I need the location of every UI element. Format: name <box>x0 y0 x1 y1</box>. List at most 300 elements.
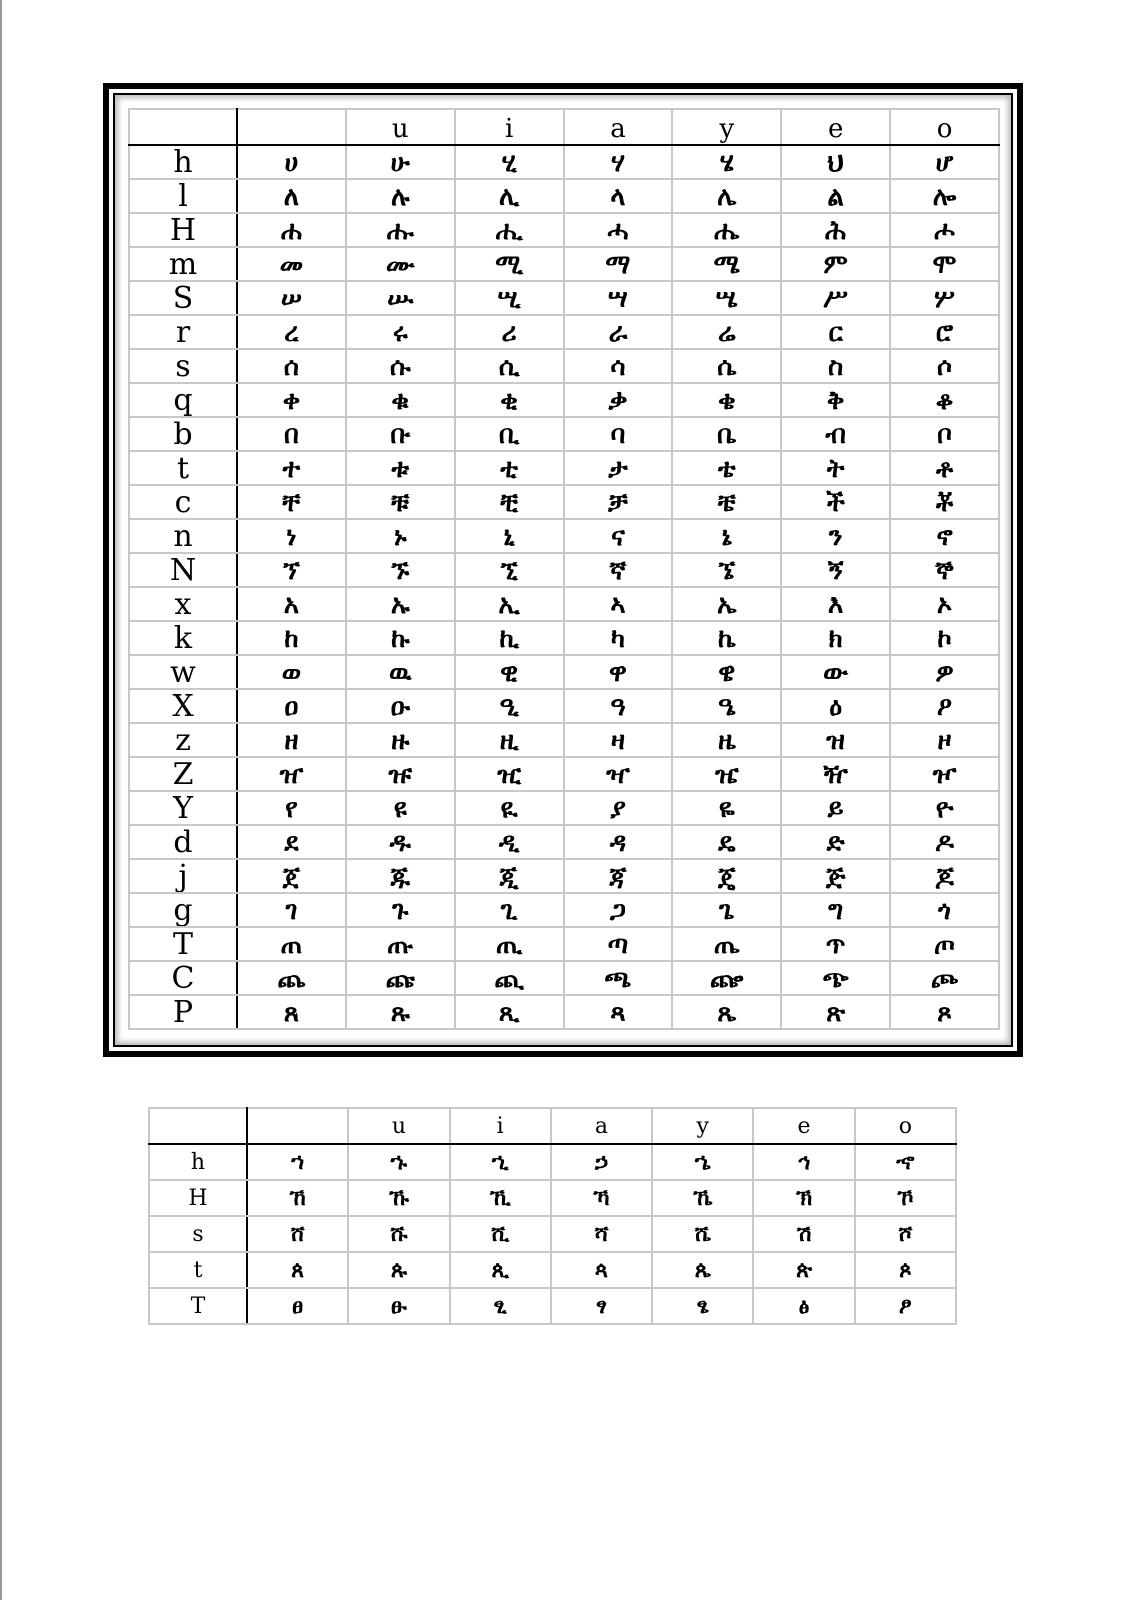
syllable-cell: ሙ <box>346 247 455 281</box>
row-label: H <box>149 1180 247 1216</box>
syllable-cell: ቻ <box>564 485 673 519</box>
table-row <box>129 621 999 655</box>
syllable-cell: ዜ <box>672 723 781 757</box>
table-row <box>129 757 999 791</box>
syllable-cell: ጺ <box>455 995 564 1029</box>
syllable-cell: ጻ <box>564 995 673 1029</box>
syllable-cell: ጱ <box>348 1252 449 1288</box>
table-row <box>129 961 999 995</box>
syllable-cell: ጢ <box>455 927 564 961</box>
syllable-cell: ጴ <box>652 1252 753 1288</box>
table-row <box>129 349 999 383</box>
column-header: i <box>455 109 564 145</box>
syllable-cell: ኤ <box>672 587 781 621</box>
syllable-cell: ሣ <box>564 281 673 315</box>
syllable-cell: ካ <box>564 621 673 655</box>
syllable-cell: ሀ <box>237 145 346 179</box>
syllable-cell: ዛ <box>564 723 673 757</box>
syllable-cell: ኀ <box>247 1144 348 1180</box>
syllable-cell: ቆ <box>890 383 999 417</box>
column-header <box>149 1108 247 1144</box>
syllable-cell: ጃ <box>564 859 673 893</box>
syllable-cell: ሩ <box>346 315 455 349</box>
header-row <box>129 109 999 145</box>
syllable-cell: ሴ <box>672 349 781 383</box>
table-row <box>129 689 999 723</box>
column-header <box>237 109 346 145</box>
syllable-cell: ኅ <box>753 1144 854 1180</box>
syllable-cell: ጉ <box>346 893 455 927</box>
syllable-cell: ሬ <box>672 315 781 349</box>
syllable-cell: ደ <box>237 825 346 859</box>
syllable-cell: ኸ <box>247 1180 348 1216</box>
syllable-cell: ኞ <box>890 553 999 587</box>
syllable-cell: ቹ <box>346 485 455 519</box>
syllable-cell: ላ <box>564 179 673 213</box>
syllable-cell: ጳ <box>551 1252 652 1288</box>
row-label: w <box>129 655 237 689</box>
syllable-cell: ፀ <box>247 1288 348 1324</box>
column-header: u <box>348 1108 449 1144</box>
table-row <box>129 451 999 485</box>
syllable-cell: ቤ <box>672 417 781 451</box>
table-row <box>149 1252 956 1288</box>
syllable-cell: እ <box>781 587 890 621</box>
syllable-cell: ሆ <box>890 145 999 179</box>
syllable-cell: ጵ <box>753 1252 854 1288</box>
syllable-cell: ራ <box>564 315 673 349</box>
syllable-cell: ኜ <box>672 553 781 587</box>
syllable-cell: ሎ <box>890 179 999 213</box>
syllable-cell: ጹ <box>346 995 455 1029</box>
syllable-cell: ጶ <box>855 1252 956 1288</box>
row-label: C <box>129 961 237 995</box>
row-label: s <box>129 349 237 383</box>
table-row <box>129 995 999 1029</box>
column-header: e <box>781 109 890 145</box>
syllable-cell: ዱ <box>346 825 455 859</box>
syllable-cell: ት <box>781 451 890 485</box>
column-header: y <box>652 1108 753 1144</box>
syllable-cell: ብ <box>781 417 890 451</box>
syllable-cell: ባ <box>564 417 673 451</box>
syllable-cell: ፆ <box>855 1288 956 1324</box>
syllable-cell: ጾ <box>890 995 999 1029</box>
syllable-cell: ኂ <box>450 1144 551 1180</box>
table-row <box>129 383 999 417</box>
column-header <box>129 109 237 145</box>
syllable-cell: ስ <box>781 349 890 383</box>
syllable-cell: ና <box>564 519 673 553</box>
syllable-cell: ቱ <box>346 451 455 485</box>
syllable-cell: ሖ <box>890 213 999 247</box>
syllable-cell: ግ <box>781 893 890 927</box>
syllable-cell: ሂ <box>455 145 564 179</box>
syllable-cell: ኽ <box>753 1180 854 1216</box>
syllable-cell: ዔ <box>672 689 781 723</box>
syllable-cell: ር <box>781 315 890 349</box>
syllable-cell: ኡ <box>346 587 455 621</box>
syllable-cell: ጀ <box>237 859 346 893</box>
row-label: l <box>129 179 237 213</box>
table-row <box>129 315 999 349</box>
syllable-cell: ሄ <box>672 145 781 179</box>
syllable-cell: ዩ <box>346 791 455 825</box>
syllable-cell: ቼ <box>672 485 781 519</box>
syllable-cell: ኁ <box>348 1144 449 1180</box>
syllable-cell: ያ <box>564 791 673 825</box>
syllable-cell: ኛ <box>564 553 673 587</box>
syllable-cell: ይ <box>781 791 890 825</box>
row-label: j <box>129 859 237 893</box>
syllable-cell: ጋ <box>564 893 673 927</box>
syllable-cell: ፄ <box>652 1288 753 1324</box>
syllable-cell: ኢ <box>455 587 564 621</box>
syllable-cell: ሒ <box>455 213 564 247</box>
column-header: o <box>890 109 999 145</box>
page-edge <box>0 0 2 1600</box>
row-label: h <box>149 1144 247 1180</box>
syllable-cell: ጫ <box>564 961 673 995</box>
row-label: s <box>149 1216 247 1252</box>
table-row <box>129 281 999 315</box>
row-label: k <box>129 621 237 655</box>
syllable-cell: ሦ <box>890 281 999 315</box>
syllable-cell: ኺ <box>450 1180 551 1216</box>
syllable-cell: ሔ <box>672 213 781 247</box>
row-label: d <box>129 825 237 859</box>
syllable-cell: ጄ <box>672 859 781 893</box>
syllable-cell: ገ <box>237 893 346 927</box>
table-row <box>129 825 999 859</box>
row-label: T <box>129 927 237 961</box>
syllable-cell: ሞ <box>890 247 999 281</box>
column-header: e <box>753 1108 854 1144</box>
syllable-cell: ጌ <box>672 893 781 927</box>
syllable-cell: ኾ <box>855 1180 956 1216</box>
syllable-cell: ኝ <box>781 553 890 587</box>
syllable-cell: የ <box>237 791 346 825</box>
syllable-cell: ቢ <box>455 417 564 451</box>
syllable-cell: ዐ <box>237 689 346 723</box>
syllable-cell: ዕ <box>781 689 890 723</box>
syllable-cell: ጦ <box>890 927 999 961</box>
column-header: y <box>672 109 781 145</box>
syllable-cell: ፅ <box>753 1288 854 1324</box>
syllable-cell: ዊ <box>455 655 564 689</box>
syllable-cell: ሻ <box>551 1216 652 1252</box>
syllable-cell: መ <box>237 247 346 281</box>
syllable-cell: ዥ <box>781 757 890 791</box>
syllable-cell: ኑ <box>346 519 455 553</box>
syllable-cell: ኒ <box>455 519 564 553</box>
syllable-cell: ቾ <box>890 485 999 519</box>
syllable-cell: ጥ <box>781 927 890 961</box>
syllable-cell: ኙ <box>346 553 455 587</box>
syllable-cell: ጨ <box>237 961 346 995</box>
table-row <box>129 485 999 519</box>
syllable-cell: ቶ <box>890 451 999 485</box>
syllable-cell: ሸ <box>247 1216 348 1252</box>
row-label: n <box>129 519 237 553</box>
syllable-cell: ሱ <box>346 349 455 383</box>
syllable-cell: ሲ <box>455 349 564 383</box>
syllable-cell: ማ <box>564 247 673 281</box>
syllable-cell: ፁ <box>348 1288 449 1324</box>
syllable-cell: ኦ <box>890 587 999 621</box>
syllable-cell: ዠ <box>237 757 346 791</box>
row-label: Z <box>129 757 237 791</box>
row-label: H <box>129 213 237 247</box>
syllable-cell: ከ <box>237 621 346 655</box>
ethiopic-supplement-table <box>148 1107 957 1325</box>
row-label: X <box>129 689 237 723</box>
syllable-cell: ሐ <box>237 213 346 247</box>
syllable-cell: ለ <box>237 179 346 213</box>
syllable-cell: ዑ <box>346 689 455 723</box>
syllable-cell: ጬ <box>672 961 781 995</box>
column-header: u <box>346 109 455 145</box>
syllable-cell: ቄ <box>672 383 781 417</box>
syllable-cell: ቃ <box>564 383 673 417</box>
syllable-cell: ሽ <box>753 1216 854 1252</box>
row-label: N <box>129 553 237 587</box>
table-row <box>149 1216 956 1252</box>
syllable-cell: ቦ <box>890 417 999 451</box>
syllable-cell: ጠ <box>237 927 346 961</box>
syllable-cell: ቡ <box>346 417 455 451</box>
syllable-cell: ዎ <box>890 655 999 689</box>
syllable-cell: ዡ <box>346 757 455 791</box>
syllable-cell: ም <box>781 247 890 281</box>
row-label: t <box>149 1252 247 1288</box>
syllable-cell: ኮ <box>890 621 999 655</box>
syllable-cell: ኩ <box>346 621 455 655</box>
table-row <box>129 179 999 213</box>
syllable-cell: ጣ <box>564 927 673 961</box>
syllable-cell: ሥ <box>781 281 890 315</box>
row-label: Y <box>129 791 237 825</box>
syllable-cell: ጽ <box>781 995 890 1029</box>
row-label: c <box>129 485 237 519</box>
row-label: z <box>129 723 237 757</box>
syllable-cell: ሃ <box>564 145 673 179</box>
syllable-cell: ኖ <box>890 519 999 553</box>
syllable-cell: ጎ <box>890 893 999 927</box>
syllable-cell: ሌ <box>672 179 781 213</box>
syllable-cell: ኹ <box>348 1180 449 1216</box>
table-row <box>129 519 999 553</box>
syllable-cell: ዪ <box>455 791 564 825</box>
syllable-cell: ዘ <box>237 723 346 757</box>
column-header: a <box>564 109 673 145</box>
syllable-cell: ን <box>781 519 890 553</box>
syllable-cell: ኣ <box>564 587 673 621</box>
syllable-cell: ኻ <box>551 1180 652 1216</box>
syllable-cell: ክ <box>781 621 890 655</box>
syllable-cell: ዲ <box>455 825 564 859</box>
syllable-cell: ሑ <box>346 213 455 247</box>
table-row <box>149 1180 956 1216</box>
syllable-cell: ዞ <box>890 723 999 757</box>
row-label: t <box>129 451 237 485</box>
syllable-cell: ጡ <box>346 927 455 961</box>
column-header: o <box>855 1108 956 1144</box>
syllable-cell: ሹ <box>348 1216 449 1252</box>
syllable-cell: ዳ <box>564 825 673 859</box>
table-row <box>129 553 999 587</box>
table-row <box>129 213 999 247</box>
syllable-cell: ሡ <box>346 281 455 315</box>
syllable-cell: ኼ <box>652 1180 753 1216</box>
row-label: g <box>129 893 237 927</box>
syllable-cell: ዚ <box>455 723 564 757</box>
syllable-cell: ኪ <box>455 621 564 655</box>
syllable-cell: ኃ <box>551 1144 652 1180</box>
syllable-cell: ኄ <box>652 1144 753 1180</box>
table-row <box>129 417 999 451</box>
syllable-cell: ሊ <box>455 179 564 213</box>
syllable-cell: ፂ <box>450 1288 551 1324</box>
syllable-cell: ጆ <box>890 859 999 893</box>
syllable-cell: ዦ <box>890 757 999 791</box>
syllable-cell: ዉ <box>346 655 455 689</box>
syllable-cell: ጩ <box>346 961 455 995</box>
table-row <box>149 1288 956 1324</box>
row-label: x <box>129 587 237 621</box>
syllable-cell: ጼ <box>672 995 781 1029</box>
syllable-cell: ነ <box>237 519 346 553</box>
table-row <box>129 247 999 281</box>
syllable-cell: ታ <box>564 451 673 485</box>
syllable-cell: ቲ <box>455 451 564 485</box>
syllable-cell: ህ <box>781 145 890 179</box>
syllable-cell: ዖ <box>890 689 999 723</box>
syllable-cell: ች <box>781 485 890 519</box>
syllable-cell: ጮ <box>890 961 999 995</box>
syllable-cell: ጰ <box>247 1252 348 1288</box>
syllable-cell: ል <box>781 179 890 213</box>
syllable-cell: ዓ <box>564 689 673 723</box>
syllable-cell: ዴ <box>672 825 781 859</box>
syllable-cell: ው <box>781 655 890 689</box>
column-header: i <box>450 1108 551 1144</box>
syllable-cell: ፃ <box>551 1288 652 1324</box>
row-label: P <box>129 995 237 1029</box>
syllable-cell: ድ <box>781 825 890 859</box>
syllable-cell: ኆ <box>855 1144 956 1180</box>
syllable-cell: ጸ <box>237 995 346 1029</box>
syllable-cell: ወ <box>237 655 346 689</box>
row-label: q <box>129 383 237 417</box>
syllable-cell: ቅ <box>781 383 890 417</box>
table-row <box>129 655 999 689</box>
syllable-cell: ዮ <box>890 791 999 825</box>
syllable-cell: ዋ <box>564 655 673 689</box>
syllable-cell: ዌ <box>672 655 781 689</box>
syllable-cell: ዝ <box>781 723 890 757</box>
syllable-cell: ሜ <box>672 247 781 281</box>
syllable-cell: ተ <box>237 451 346 485</box>
row-label: S <box>129 281 237 315</box>
syllable-cell: ሶ <box>890 349 999 383</box>
table-row <box>129 723 999 757</box>
syllable-cell: በ <box>237 417 346 451</box>
syllable-cell: ዣ <box>564 757 673 791</box>
syllable-cell: ዶ <box>890 825 999 859</box>
table-row <box>129 859 999 893</box>
syllable-cell: ሳ <box>564 349 673 383</box>
table-row <box>129 893 999 927</box>
syllable-cell: ሚ <box>455 247 564 281</box>
syllable-cell: ቁ <box>346 383 455 417</box>
syllable-cell: ሁ <box>346 145 455 179</box>
row-label: m <box>129 247 237 281</box>
syllable-cell: ጪ <box>455 961 564 995</box>
syllable-cell: ቂ <box>455 383 564 417</box>
syllable-cell: ሕ <box>781 213 890 247</box>
syllable-cell: ሠ <box>237 281 346 315</box>
syllable-cell: ሉ <box>346 179 455 213</box>
syllable-cell: ዤ <box>672 757 781 791</box>
syllable-cell: ረ <box>237 315 346 349</box>
table-row <box>129 145 999 179</box>
syllable-cell: ኔ <box>672 519 781 553</box>
syllable-cell: ሾ <box>855 1216 956 1252</box>
syllable-cell: ቸ <box>237 485 346 519</box>
syllable-cell: ጅ <box>781 859 890 893</box>
row-label: h <box>129 145 237 179</box>
syllable-cell: አ <box>237 587 346 621</box>
syllable-cell: ዬ <box>672 791 781 825</box>
syllable-cell: ጭ <box>781 961 890 995</box>
row-label: T <box>149 1288 247 1324</box>
row-label: b <box>129 417 237 451</box>
syllable-cell: ሰ <box>237 349 346 383</box>
syllable-cell: ኘ <box>237 553 346 587</box>
header-row <box>149 1108 956 1144</box>
syllable-cell: ሪ <box>455 315 564 349</box>
syllable-cell: ጤ <box>672 927 781 961</box>
syllable-cell: ሓ <box>564 213 673 247</box>
table-row <box>129 791 999 825</box>
syllable-cell: ዒ <box>455 689 564 723</box>
syllable-cell: ሼ <box>652 1216 753 1252</box>
column-header: a <box>551 1108 652 1144</box>
syllable-cell: ቴ <box>672 451 781 485</box>
table-row <box>129 927 999 961</box>
row-label: r <box>129 315 237 349</box>
syllable-cell: ሺ <box>450 1216 551 1252</box>
table-row <box>149 1144 956 1180</box>
syllable-cell: ቀ <box>237 383 346 417</box>
syllable-cell: ቺ <box>455 485 564 519</box>
syllable-cell: ዙ <box>346 723 455 757</box>
syllable-cell: ጊ <box>455 893 564 927</box>
table-row <box>129 587 999 621</box>
syllable-cell: ጁ <box>346 859 455 893</box>
syllable-cell: ኬ <box>672 621 781 655</box>
syllable-cell: ሤ <box>672 281 781 315</box>
syllable-cell: ኚ <box>455 553 564 587</box>
syllable-cell: ሢ <box>455 281 564 315</box>
ethiopic-syllabary-table <box>128 108 1000 1030</box>
syllable-cell: ጲ <box>450 1252 551 1288</box>
syllable-cell: ጂ <box>455 859 564 893</box>
syllable-cell: ሮ <box>890 315 999 349</box>
syllable-cell: ዢ <box>455 757 564 791</box>
column-header <box>247 1108 348 1144</box>
